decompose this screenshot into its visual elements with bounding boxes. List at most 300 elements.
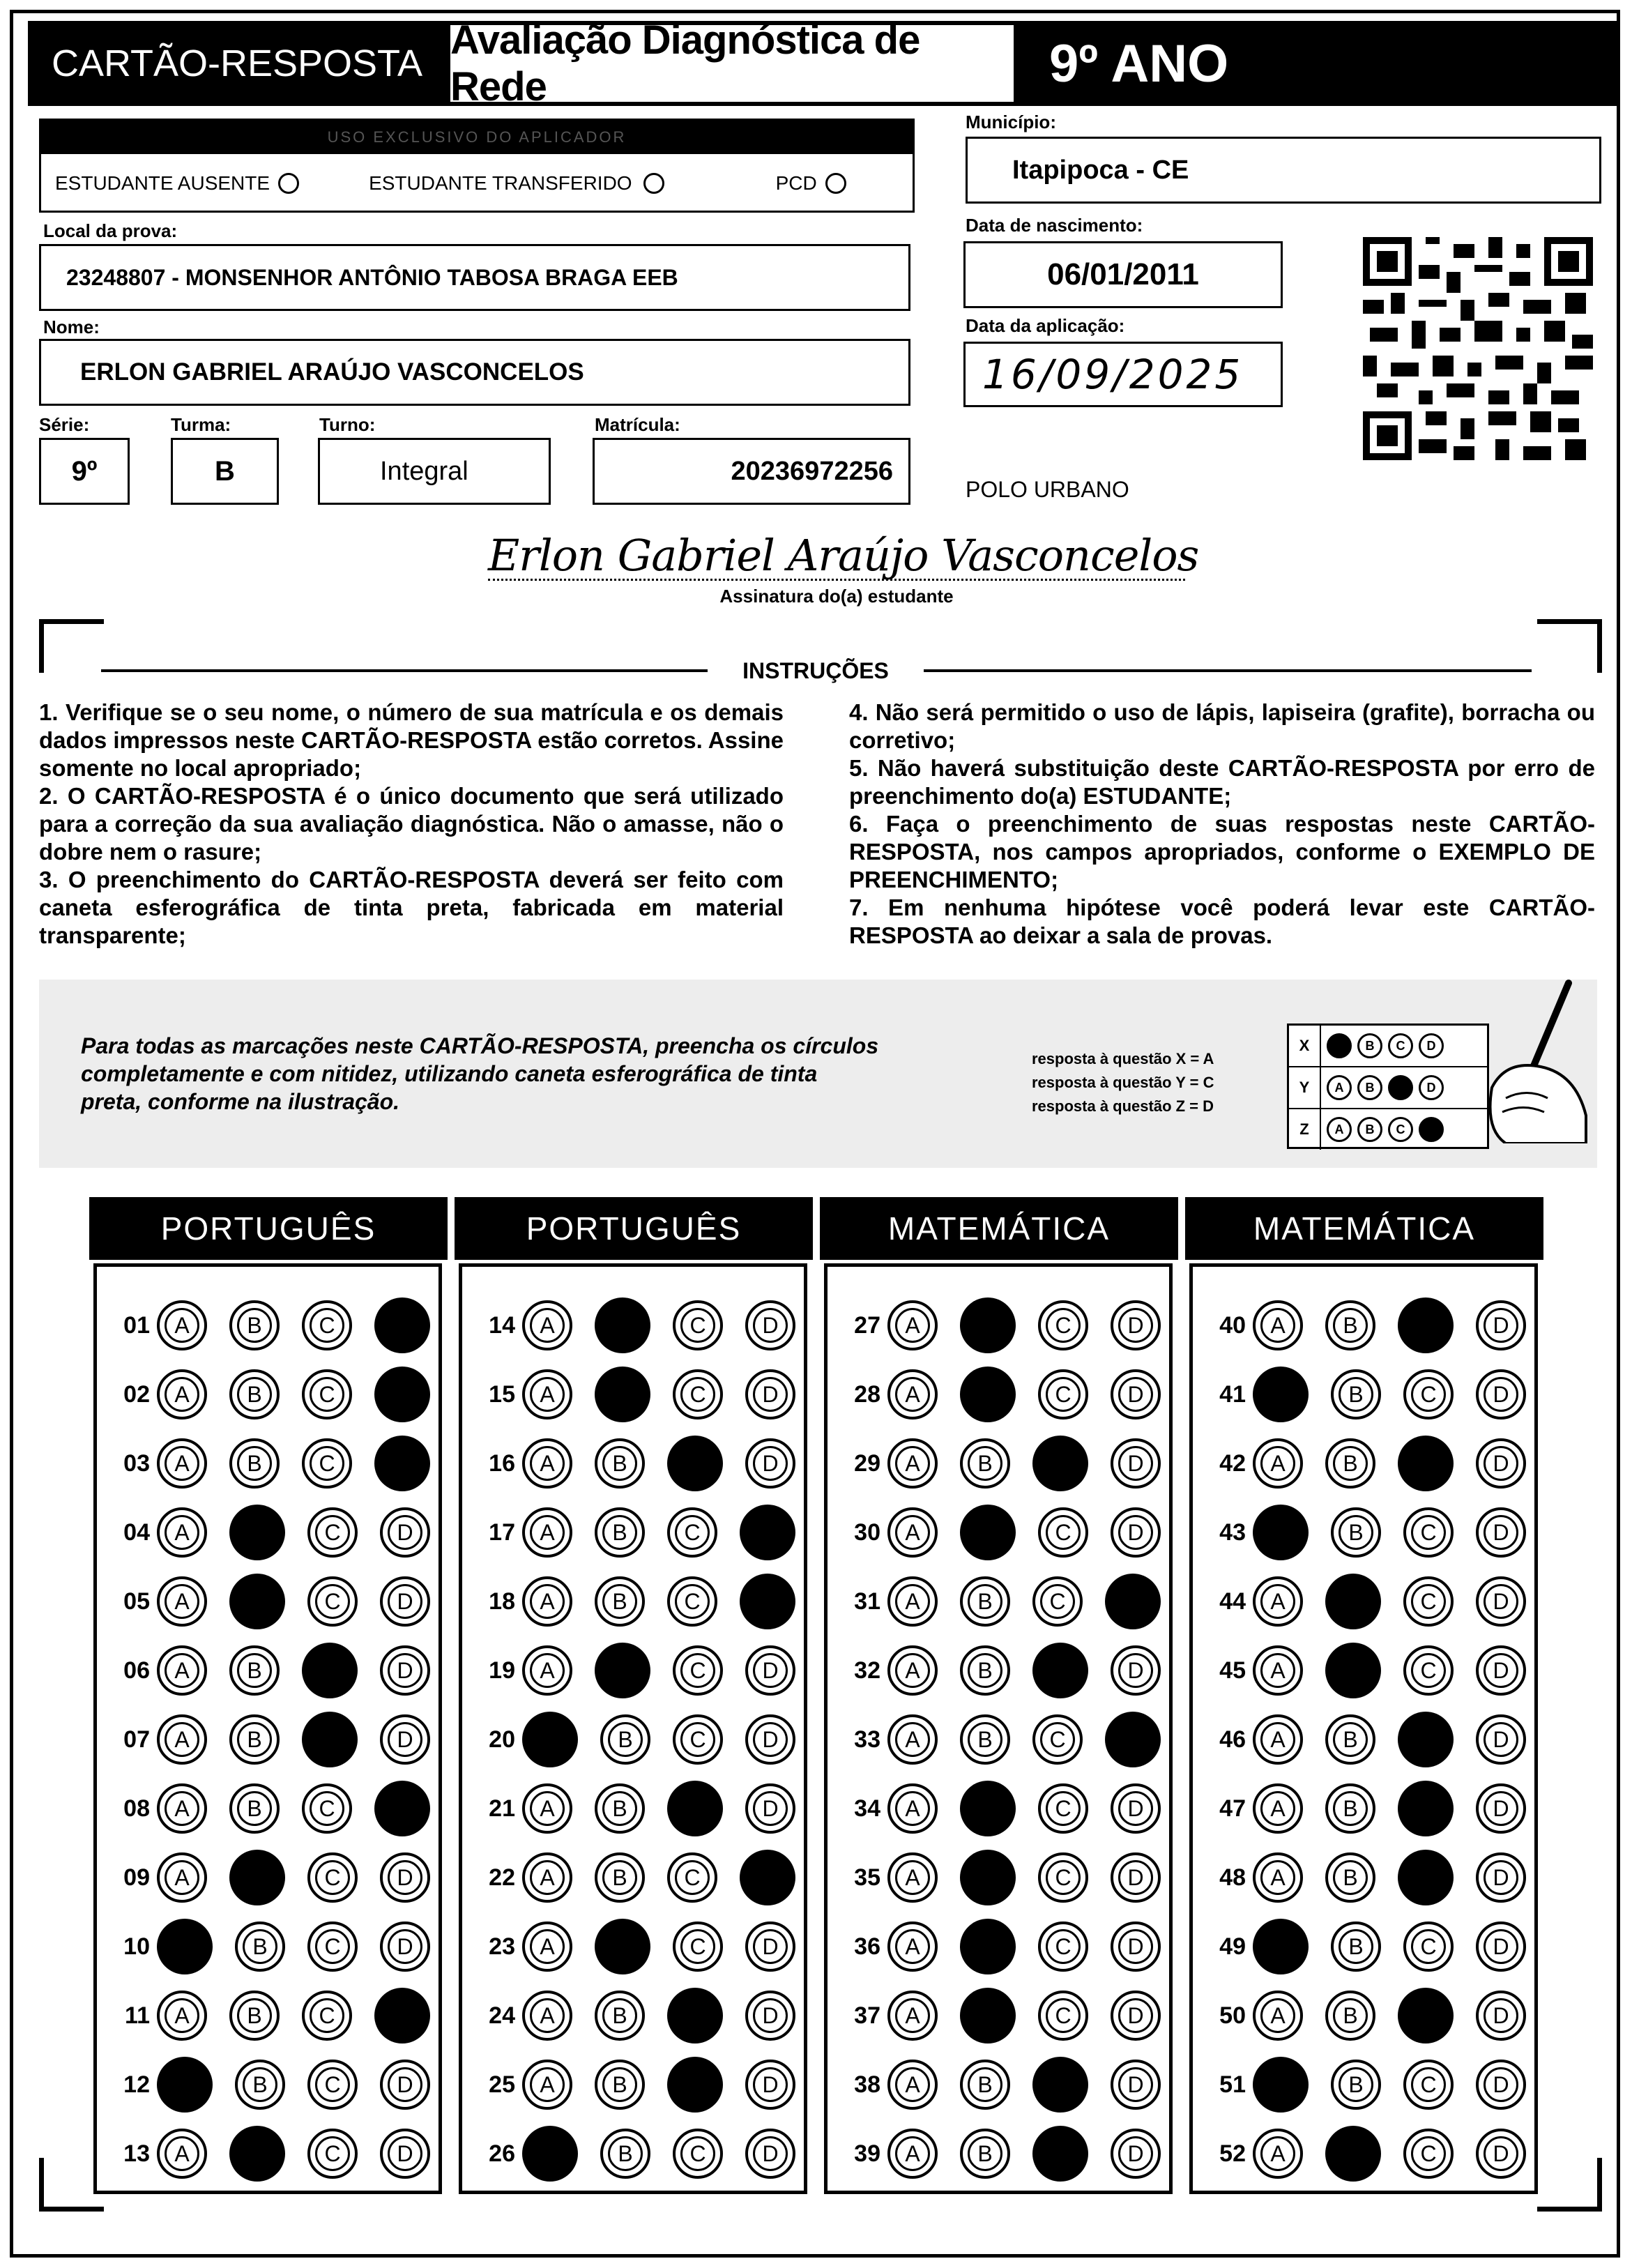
answer-bubble-d[interactable]	[1111, 2129, 1161, 2179]
answer-bubble-a[interactable]	[157, 1438, 207, 1489]
answer-bubble-c[interactable]	[307, 2060, 358, 2110]
question-number: 44	[1219, 1588, 1246, 1615]
answer-bubble-b[interactable]	[235, 1921, 285, 1972]
answer-bubble-b[interactable]	[1325, 1300, 1375, 1350]
answer-bubble-d[interactable]	[1476, 2060, 1526, 2110]
answer-bubble-c[interactable]	[307, 1507, 358, 1558]
answer-bubble-a[interactable]	[157, 1714, 207, 1765]
answer-bubble-b[interactable]	[1325, 1852, 1375, 1903]
answer-bubble-c[interactable]	[1038, 1921, 1088, 1972]
answer-bubble-b[interactable]	[595, 1507, 645, 1558]
answer-bubble-b[interactable]	[595, 1438, 645, 1489]
answer-bubble-a[interactable]	[1253, 1783, 1303, 1834]
option-letter: B	[602, 2067, 637, 2102]
answer-bubble-d[interactable]	[1476, 1645, 1526, 1696]
answer-bubble-d[interactable]	[745, 1921, 795, 1972]
answer-bubble-c[interactable]	[667, 1852, 717, 1903]
answer-bubble-a[interactable]	[522, 1438, 572, 1489]
instructions-right-column	[849, 699, 1595, 950]
absent-radio[interactable]	[278, 173, 299, 194]
instruction-item: 3. O preenchimento do CARTÃO-RESPOSTA deverá ser feito com caneta esferográfica de tinta preta, fabricada em material transparente;	[39, 867, 784, 948]
answer-bubble-d[interactable]	[1476, 2129, 1526, 2179]
answer-bubble-c[interactable]	[307, 1576, 358, 1627]
answer-bubble-c[interactable]	[1398, 1781, 1454, 1836]
question-number: 16	[489, 1449, 515, 1477]
answer-bubble-d[interactable]	[380, 1576, 430, 1627]
answer-bubble-a[interactable]	[1253, 1438, 1303, 1489]
answer-bubble-b[interactable]	[229, 1505, 285, 1560]
answer-bubble-b[interactable]	[1331, 2060, 1381, 2110]
question-number: 12	[123, 2071, 150, 2098]
answer-bubble-b[interactable]	[960, 1505, 1016, 1560]
answer-bubble-b[interactable]	[229, 1300, 280, 1350]
question-row	[1201, 1360, 1526, 1429]
answer-bubble-a[interactable]	[887, 1852, 938, 1903]
answer-bubble-c[interactable]	[302, 1783, 352, 1834]
question-row	[836, 1774, 1161, 1843]
answer-bubble-c[interactable]	[667, 1507, 717, 1558]
answer-bubble-d[interactable]	[1476, 1783, 1526, 1834]
answer-bubble-c[interactable]	[1403, 1576, 1454, 1627]
answer-bubble-a[interactable]	[1253, 1505, 1309, 1560]
answer-bubble-d[interactable]	[374, 1297, 430, 1353]
answer-bubble-a[interactable]	[157, 1576, 207, 1627]
question-number: 04	[123, 1519, 150, 1546]
option-letter: A	[165, 1860, 199, 1895]
answer-bubble-c[interactable]	[1038, 1300, 1088, 1350]
option-letter: B	[602, 1860, 637, 1895]
option-letter: C	[310, 1791, 344, 1826]
answer-bubble-b[interactable]	[595, 1297, 650, 1353]
answer-bubble-a[interactable]	[1253, 1645, 1303, 1696]
question-row	[836, 1429, 1161, 1498]
answer-bubble-a[interactable]	[157, 1852, 207, 1903]
answer-bubble-b[interactable]	[600, 1714, 650, 1765]
answer-bubble-b[interactable]	[960, 1576, 1010, 1627]
answer-bubble-d[interactable]	[1111, 1783, 1161, 1834]
option-letter: A	[895, 2136, 930, 2171]
answer-bubble-c[interactable]	[302, 1991, 352, 2041]
option-letter: A	[1260, 1584, 1295, 1619]
answer-bubble-a[interactable]	[157, 1369, 207, 1420]
answer-bubble-a[interactable]	[522, 1576, 572, 1627]
answer-bubble-d[interactable]	[374, 1436, 430, 1491]
option-letter: A	[530, 1515, 565, 1550]
option-letter: C	[315, 1929, 350, 1964]
serie-field: 9º	[39, 438, 130, 505]
answer-bubble-a[interactable]	[157, 1300, 207, 1350]
answer-bubble-a[interactable]	[522, 1645, 572, 1696]
answer-bubble-d[interactable]	[1476, 1300, 1526, 1350]
answer-bubble-c[interactable]	[1403, 2060, 1454, 2110]
answer-bubble-b[interactable]	[229, 1574, 285, 1629]
option-letter: A	[165, 1584, 199, 1619]
answer-bubble-c[interactable]	[667, 1781, 723, 1836]
answer-bubble-a[interactable]	[887, 1783, 938, 1834]
answer-bubble-d[interactable]	[380, 1714, 430, 1765]
answer-bubble-d[interactable]	[740, 1850, 795, 1905]
answer-bubble-b[interactable]	[1331, 1921, 1381, 1972]
option-letter: A	[530, 1584, 565, 1619]
answer-bubble-d[interactable]	[380, 1507, 430, 1558]
answer-bubble-c[interactable]	[1038, 1507, 1088, 1558]
answer-bubble-c[interactable]	[307, 1852, 358, 1903]
answer-bubble-c[interactable]	[302, 1300, 352, 1350]
answer-bubble-c[interactable]	[302, 1438, 352, 1489]
option-letter: A	[895, 1929, 930, 1964]
transferred-radio[interactable]	[643, 173, 664, 194]
answer-bubble-a[interactable]	[1253, 1919, 1309, 1974]
instruction-item: 7. Em nenhuma hipótese você poderá levar este CARTÃO-RESPOSTA ao deixar a sala de provas.	[849, 895, 1595, 948]
answer-bubble-d[interactable]	[1111, 1921, 1161, 1972]
question-number: 05	[123, 1588, 150, 1615]
question-row	[105, 1429, 430, 1498]
answer-bubble-d[interactable]	[745, 1783, 795, 1834]
answer-bubble-c[interactable]	[1032, 1714, 1083, 1765]
answer-bubble-b[interactable]	[1331, 1507, 1381, 1558]
answer-bubble-c[interactable]	[302, 1369, 352, 1420]
answer-bubble-c[interactable]	[1038, 1991, 1088, 2041]
option-letter: D	[1118, 1791, 1153, 1826]
option-letter: C	[675, 1584, 710, 1619]
answer-bubble-d[interactable]	[745, 2060, 795, 2110]
answer-bubble-d[interactable]	[1476, 1991, 1526, 2041]
answer-bubble-d[interactable]	[740, 1505, 795, 1560]
answer-bubble-c[interactable]	[1032, 2057, 1088, 2113]
option-letter: B	[1339, 1929, 1373, 1964]
answer-bubble-d[interactable]	[1476, 1576, 1526, 1627]
answer-bubble-c[interactable]	[667, 1436, 723, 1491]
answer-bubble-d[interactable]	[1111, 2060, 1161, 2110]
answer-bubble-a[interactable]	[157, 1991, 207, 2041]
option-letter: B	[237, 1653, 272, 1688]
option-letter: C	[1046, 1929, 1081, 1964]
question-row	[1201, 1636, 1526, 1705]
answer-bubble-c[interactable]	[307, 2129, 358, 2179]
answer-bubble-a[interactable]	[1253, 1991, 1303, 2041]
option-letter: D	[1484, 1308, 1518, 1343]
answer-column	[93, 1263, 442, 2194]
answer-bubble-a[interactable]	[887, 1438, 938, 1489]
option-letter: C	[1046, 1791, 1081, 1826]
answer-bubble-d[interactable]	[1476, 1852, 1526, 1903]
answer-bubble-c[interactable]	[1038, 1783, 1088, 1834]
option-letter: C	[680, 1308, 715, 1343]
option-letter: B	[237, 1722, 272, 1757]
answer-bubble-b[interactable]	[960, 1367, 1016, 1422]
answer-bubble-a[interactable]	[887, 1300, 938, 1350]
answer-bubble-b[interactable]	[1331, 1369, 1381, 1420]
answer-bubble-a[interactable]	[522, 1783, 572, 1834]
answer-bubble-a[interactable]	[1253, 2129, 1303, 2179]
answer-bubble-b[interactable]	[229, 2126, 285, 2182]
option-letter: A	[530, 1653, 565, 1688]
answer-bubble-c[interactable]	[1403, 1507, 1454, 1558]
answer-bubble-d[interactable]	[745, 2129, 795, 2179]
answer-bubble-d[interactable]	[1111, 1852, 1161, 1903]
option-letter: D	[1484, 1515, 1518, 1550]
question-row	[1201, 2050, 1526, 2119]
answer-bubble-b[interactable]	[1325, 1991, 1375, 2041]
answer-bubble-d[interactable]	[745, 1991, 795, 2041]
answer-bubble-b[interactable]	[960, 1438, 1010, 1489]
answer-bubble-c[interactable]	[1398, 1436, 1454, 1491]
answer-bubble-d[interactable]	[1476, 1438, 1526, 1489]
answer-bubble-b[interactable]	[960, 1645, 1010, 1696]
question-number: 15	[489, 1380, 515, 1408]
answer-bubble-a[interactable]	[1253, 1576, 1303, 1627]
answer-bubble-b[interactable]	[229, 1991, 280, 2041]
answer-bubble-c[interactable]	[667, 2057, 723, 2113]
answer-bubble-c[interactable]	[1403, 1369, 1454, 1420]
answer-bubble-c[interactable]	[1398, 1988, 1454, 2044]
question-number: 17	[489, 1519, 515, 1546]
answer-bubble-a[interactable]	[1253, 1852, 1303, 1903]
answer-bubble-a[interactable]	[522, 2126, 578, 2182]
answer-bubble-a[interactable]	[522, 1852, 572, 1903]
question-row	[471, 1981, 795, 2050]
answer-bubble-c[interactable]	[1032, 1576, 1083, 1627]
option-letter: D	[388, 1722, 422, 1757]
instructions-rule-left	[101, 669, 708, 672]
question-number: 39	[854, 2140, 880, 2167]
answer-bubble-c[interactable]	[1032, 1436, 1088, 1491]
answer-bubble-d[interactable]	[1111, 1438, 1161, 1489]
answer-bubble-b[interactable]	[600, 2129, 650, 2179]
answer-bubble-c[interactable]	[1398, 1850, 1454, 1905]
option-letter: C	[315, 2136, 350, 2171]
answer-bubble-c[interactable]	[667, 1988, 723, 2044]
option-letter: D	[388, 1929, 422, 1964]
exam-title: Avaliação Diagnóstica de Rede	[446, 21, 1018, 106]
answer-bubble-c[interactable]	[673, 1369, 723, 1420]
answer-bubble-a[interactable]	[887, 1576, 938, 1627]
answer-bubble-a[interactable]	[522, 1369, 572, 1420]
question-number: 40	[1219, 1311, 1246, 1339]
answer-bubble-b[interactable]	[960, 1297, 1016, 1353]
answer-bubble-b[interactable]	[595, 1852, 645, 1903]
answer-bubble-c[interactable]	[673, 1300, 723, 1350]
answer-bubble-c[interactable]	[1398, 1297, 1454, 1353]
answer-bubble-b[interactable]	[960, 2129, 1010, 2179]
answer-bubble-c[interactable]	[1398, 1712, 1454, 1767]
option-letter: C	[1040, 1584, 1075, 1619]
answer-bubble-b[interactable]	[1325, 2126, 1381, 2182]
answer-bubble-b[interactable]	[229, 1645, 280, 1696]
option-letter: C	[1046, 1860, 1081, 1895]
answer-bubble-d[interactable]	[1111, 1991, 1161, 2041]
answer-bubble-a[interactable]	[887, 1369, 938, 1420]
answer-bubble-c[interactable]	[1038, 1369, 1088, 1420]
subject-header: MATEMÁTICA	[1185, 1197, 1543, 1260]
answer-bubble-c[interactable]	[1032, 2126, 1088, 2182]
answer-bubble-c[interactable]	[302, 1643, 358, 1698]
answer-bubble-b[interactable]	[1325, 1574, 1381, 1629]
option-letter: B	[1333, 1860, 1368, 1895]
option-letter: C	[1046, 1515, 1081, 1550]
answer-bubble-a[interactable]	[522, 1991, 572, 2041]
option-letter: C	[675, 1515, 710, 1550]
answer-bubble-c[interactable]	[1403, 1921, 1454, 1972]
instructions-left-column	[39, 699, 784, 950]
answer-bubble-d[interactable]	[740, 1574, 795, 1629]
answer-bubble-c[interactable]	[673, 1645, 723, 1696]
answer-bubble-b[interactable]	[595, 1643, 650, 1698]
answer-bubble-b[interactable]	[960, 1714, 1010, 1765]
answer-bubble-c[interactable]	[1038, 1852, 1088, 1903]
answer-bubble-b[interactable]	[595, 1783, 645, 1834]
answer-bubble-c[interactable]	[673, 2129, 723, 2179]
answer-bubble-b[interactable]	[960, 2060, 1010, 2110]
answer-bubble-b[interactable]	[229, 1850, 285, 1905]
answer-bubble-d[interactable]	[1105, 1712, 1161, 1767]
answer-bubble-a[interactable]	[522, 1712, 578, 1767]
answer-bubble-b[interactable]	[1325, 1643, 1381, 1698]
answer-bubble-b[interactable]	[229, 1369, 280, 1420]
answer-bubble-a[interactable]	[157, 1507, 207, 1558]
answer-bubble-b[interactable]	[960, 1781, 1016, 1836]
answer-bubble-d[interactable]	[374, 1988, 430, 2044]
signature-line	[488, 579, 1185, 581]
answer-bubble-c[interactable]	[1032, 1643, 1088, 1698]
answer-bubble-a[interactable]	[157, 2129, 207, 2179]
answer-bubble-d[interactable]	[374, 1367, 430, 1422]
answer-bubble-d[interactable]	[1111, 1507, 1161, 1558]
answer-bubble-d[interactable]	[1105, 1574, 1161, 1629]
answer-bubble-a[interactable]	[522, 1300, 572, 1350]
option-letter: C	[1411, 1584, 1446, 1619]
answer-bubble-d[interactable]	[1111, 1645, 1161, 1696]
answer-bubble-d[interactable]	[745, 1645, 795, 1696]
answer-bubble-a[interactable]	[157, 1919, 213, 1974]
answer-bubble-d[interactable]	[745, 1300, 795, 1350]
answer-bubble-d[interactable]	[380, 2060, 430, 2110]
answer-bubble-c[interactable]	[673, 1714, 723, 1765]
pcd-radio[interactable]	[825, 173, 846, 194]
option-letter: B	[1339, 1377, 1373, 1412]
answer-bubble-d[interactable]	[745, 1714, 795, 1765]
applicator-section	[39, 119, 915, 213]
municipio-field: Itapipoca - CE	[966, 137, 1601, 204]
answer-bubble-b[interactable]	[595, 1991, 645, 2041]
answer-bubble-d[interactable]	[1476, 1507, 1526, 1558]
option-letter: C	[1411, 1515, 1446, 1550]
option-letter: B	[1339, 2067, 1373, 2102]
answer-bubble-a[interactable]	[887, 1921, 938, 1972]
answer-bubble-a[interactable]	[522, 1921, 572, 1972]
answer-bubble-b[interactable]	[595, 1367, 650, 1422]
answer-bubble-d[interactable]	[1111, 1369, 1161, 1420]
answer-bubble-b[interactable]	[960, 1988, 1016, 2044]
answer-bubble-d[interactable]	[380, 2129, 430, 2179]
answer-bubble-b[interactable]	[1325, 1783, 1375, 1834]
answer-bubble-d[interactable]	[380, 1921, 430, 1972]
option-letter: B	[608, 1722, 643, 1757]
question-number: 32	[854, 1657, 880, 1684]
option-letter: A	[530, 1929, 565, 1964]
answer-bubble-b[interactable]	[1325, 1714, 1375, 1765]
option-letter: C	[310, 1998, 344, 2033]
answer-bubble-b[interactable]	[595, 2060, 645, 2110]
answer-bubble-a[interactable]	[1253, 1367, 1309, 1422]
answer-bubble-d[interactable]	[1476, 1714, 1526, 1765]
answer-bubble-c[interactable]	[673, 1921, 723, 1972]
option-letter: D	[1484, 1584, 1518, 1619]
answer-bubble-d[interactable]	[1476, 1369, 1526, 1420]
option-letter: A	[895, 1584, 930, 1619]
option-letter: D	[1118, 2067, 1153, 2102]
answer-bubble-b[interactable]	[960, 1919, 1016, 1974]
question-row	[471, 1774, 795, 1843]
answer-bubble-a[interactable]	[887, 1645, 938, 1696]
example-row	[1289, 1067, 1487, 1109]
answer-bubble-a[interactable]	[522, 2060, 572, 2110]
answer-bubble-d[interactable]	[1111, 1300, 1161, 1350]
answer-bubble-a[interactable]	[887, 2129, 938, 2179]
question-row	[471, 1567, 795, 1636]
answer-bubble-d[interactable]	[380, 1645, 430, 1696]
answer-bubble-b[interactable]	[960, 1850, 1016, 1905]
option-letter: D	[1484, 1998, 1518, 2033]
question-row	[836, 1636, 1161, 1705]
answer-bubble-a[interactable]	[887, 2060, 938, 2110]
answer-bubble-b[interactable]	[229, 1783, 280, 1834]
answer-bubble-c[interactable]	[302, 1712, 358, 1767]
answer-bubble-a[interactable]	[157, 1645, 207, 1696]
answer-bubble-a[interactable]	[157, 2057, 213, 2113]
answer-bubble-d[interactable]	[1476, 1921, 1526, 1972]
answer-bubble-c[interactable]	[307, 1921, 358, 1972]
local-label: Local da prova:	[43, 220, 178, 241]
option-letter: A	[530, 1446, 565, 1481]
answer-bubble-b[interactable]	[229, 1714, 280, 1765]
question-row	[1201, 1291, 1526, 1360]
subject-header: PORTUGUÊS	[455, 1197, 813, 1260]
answer-bubble-d[interactable]	[374, 1781, 430, 1836]
question-row	[105, 1291, 430, 1360]
answer-bubble-c[interactable]	[1403, 1645, 1454, 1696]
question-number: 47	[1219, 1795, 1246, 1822]
answer-bubble-a[interactable]	[1253, 1300, 1303, 1350]
question-row	[471, 1636, 795, 1705]
answer-bubble-a[interactable]	[157, 1783, 207, 1834]
answer-bubble-d[interactable]	[745, 1369, 795, 1420]
question-number: 09	[123, 1864, 150, 1891]
answer-bubble-d[interactable]	[745, 1438, 795, 1489]
answer-bubble-a[interactable]	[887, 1507, 938, 1558]
answer-bubble-a[interactable]	[1253, 2057, 1309, 2113]
answer-bubble-a[interactable]	[887, 1714, 938, 1765]
answer-bubble-a[interactable]	[522, 1507, 572, 1558]
answer-bubble-a[interactable]	[887, 1991, 938, 2041]
answer-bubble-b[interactable]	[229, 1438, 280, 1489]
birth-field: 06/01/2011	[963, 241, 1283, 308]
answer-bubble-b[interactable]	[595, 1576, 645, 1627]
option-letter: B	[1339, 1515, 1373, 1550]
answer-bubble-d[interactable]	[380, 1852, 430, 1903]
answer-bubble-b[interactable]	[595, 1919, 650, 1974]
option-letter: A	[165, 1653, 199, 1688]
local-field: 23248807 - MONSENHOR ANTÔNIO TABOSA BRAGA EEB	[39, 244, 910, 311]
answer-bubble-c[interactable]	[667, 1576, 717, 1627]
question-row	[105, 1912, 430, 1981]
answer-bubble-a[interactable]	[1253, 1714, 1303, 1765]
answer-bubble-c[interactable]	[1403, 2129, 1454, 2179]
answer-bubble-b[interactable]	[235, 2060, 285, 2110]
application-date-field: 16/09/2025	[963, 342, 1283, 407]
answer-bubble-b[interactable]	[1325, 1438, 1375, 1489]
option-letter: B	[243, 2067, 277, 2102]
